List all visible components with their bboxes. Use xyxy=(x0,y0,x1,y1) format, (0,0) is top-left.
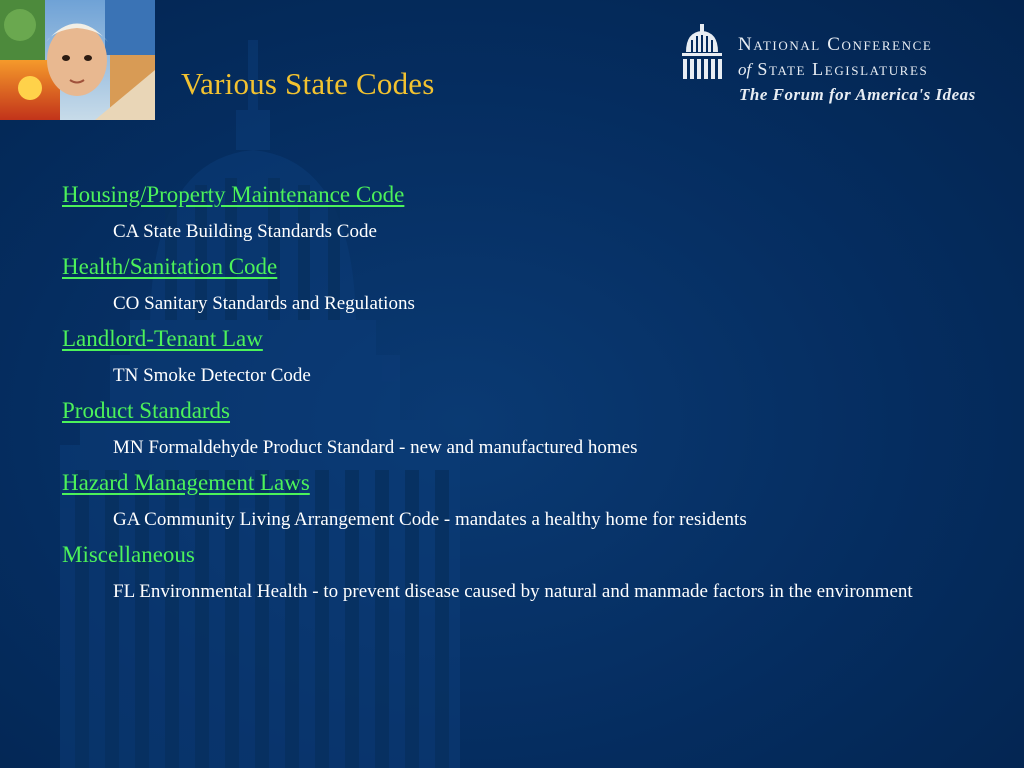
code-list xyxy=(62,180,962,612)
logo-tagline: The Forum for America's Ideas xyxy=(739,85,976,104)
item-tn-smoke-detector: TN Smoke Detector Code xyxy=(113,365,311,386)
item-co-sanitary-standards: CO Sanitary Standards and Regulations xyxy=(113,293,415,314)
logo-line2 xyxy=(738,59,928,80)
heading-health-sanitation-code[interactable]: Health/Sanitation Code xyxy=(62,254,278,279)
item-fl-environmental-health: FL Environmental Health - to prevent disease caused by natural and manmade factors in the environment xyxy=(113,581,913,602)
heading-hazard-management-laws[interactable]: Hazard Management Laws xyxy=(62,470,310,495)
capitol-dome-icon xyxy=(678,22,726,82)
heading-housing-property-maintenance-code[interactable]: Housing/Property Maintenance Code xyxy=(62,182,405,207)
heading-product-standards[interactable]: Product Standards xyxy=(62,398,231,423)
logo-line2-of: of xyxy=(738,60,752,79)
heading-landlord-tenant-law[interactable]: Landlord-Tenant Law xyxy=(62,326,263,351)
child-collage-photo xyxy=(0,0,155,120)
heading-miscellaneous: Miscellaneous xyxy=(62,542,195,567)
item-ga-community-living: GA Community Living Arrangement Code - mandates a healthy home for residents xyxy=(113,509,747,530)
logo-line2-rest: State Legislatures xyxy=(757,59,929,79)
slide-title: Various State Codes xyxy=(181,66,435,101)
logo-line1: National Conference xyxy=(738,34,933,55)
item-mn-formaldehyde: MN Formaldehyde Product Standard - new and manufactured homes xyxy=(113,437,638,458)
ncsl-logo xyxy=(676,22,1016,112)
item-ca-building-standards: CA State Building Standards Code xyxy=(113,221,377,242)
